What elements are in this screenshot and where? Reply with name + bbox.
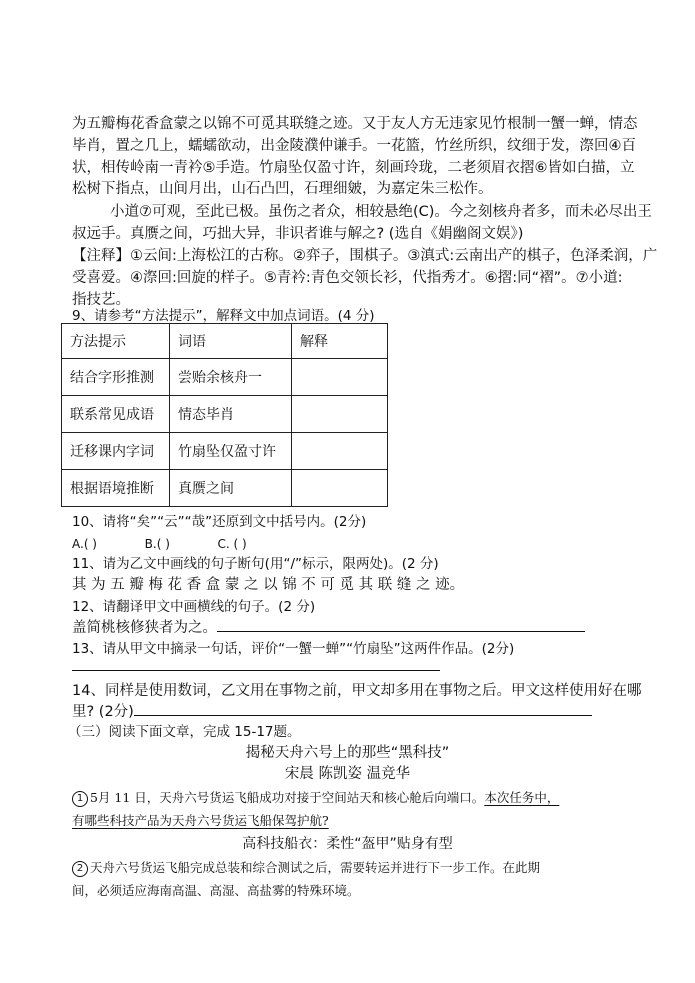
blank-c[interactable]: C. ( ): [217, 537, 247, 551]
article-para-1-line-1: [72, 787, 632, 809]
word-cell: 真赝之间: [170, 470, 292, 507]
passage-b-line-3: 状，相传岭南一青衿⑤手造。竹扇坠仅盈寸许，刻画玲珑，二老须眉衣摺⑥皆如白描，立: [72, 160, 635, 176]
section-3-heading: （三）阅读下面文章，完成 15-17题。: [68, 724, 301, 740]
question-12: 12、请翻译甲文中画横线的句子。(2 分): [72, 599, 316, 615]
answer-cell[interactable]: [292, 396, 388, 433]
header-explanation: 解释: [292, 324, 388, 359]
question-9: 9、请参考“方法提示”，解释文中加点词语。(4 分): [72, 308, 375, 324]
table-row: [62, 396, 388, 433]
method-cell: 根据语境推断: [62, 470, 170, 507]
blank-b[interactable]: B.( ): [144, 537, 170, 551]
question-13: 13、请从甲文中摘录一句话，评价“一蟹一蝉”“竹扇坠”这两件作品。(2分): [72, 641, 515, 657]
table-row: [62, 359, 388, 396]
article-para-2-line-2: 间，必须适应海南高温、高湿、高盐雾的特殊环境。: [72, 883, 360, 898]
notes-line-2: 受喜爱。④漈回:回旋的样子。⑤青衿:青色交领长衫，代指秀才。⑥摺:同“褶”。⑦小道:: [72, 270, 623, 286]
header-method: 方法提示: [62, 324, 170, 359]
question-14-line-1: 14、同样是使用数词，乙文用在事物之前，甲文却多用在事物之后。甲文这样使用好在哪: [72, 683, 642, 699]
passage-b-para2-line-1: 小道⑦可观，至此已极。虽伤之者众，相较悬绝(C)。今之刻核舟者多，而未必尽出王: [110, 204, 652, 220]
method-cell: 联系常见成语: [62, 396, 170, 433]
article-para-2-line-1: [72, 857, 632, 879]
table-header-row: [62, 324, 388, 359]
word-cell: 竹扇坠仅盈寸许: [170, 433, 292, 470]
para-1-underlined: 本次任务中，: [484, 790, 560, 805]
para-1-text: 5月 11 日，天舟六号货运飞船成功对接于空间站天和核心舱后向端口。: [90, 790, 485, 805]
question-14-text: 里? (2分): [72, 704, 134, 720]
question-10-blanks: [72, 533, 632, 555]
word-cell: 情态毕肖: [170, 396, 292, 433]
para-number-2: 2: [72, 861, 88, 877]
method-cell: 结合字形推测: [62, 359, 170, 396]
para-number-1: 1: [72, 791, 88, 807]
question-10: 10、请将“矣”“云”“哉”还原到文中括号内。(2分): [72, 514, 367, 530]
blank-a[interactable]: A.( ): [72, 537, 97, 551]
table-row: [62, 470, 388, 507]
method-table: [61, 323, 388, 507]
para-2-text: 天舟六号货运飞船完成总装和综合测试之后，需要转运并进行下一步工作。在此期: [90, 860, 541, 875]
word-cell: 尝贻余核舟一: [170, 359, 292, 396]
answer-line[interactable]: [217, 617, 585, 632]
article-subheading: 高科技船衣：柔性“盔甲”贴身有型: [242, 836, 453, 852]
question-11: 11、请为乙文中画线的句子断句(用“/”标示，限两处)。(2 分): [72, 556, 439, 572]
article-title: 揭秘天舟六号上的那些“黑科技”: [245, 745, 450, 761]
passage-b-para2-line-2: 叔远手。真赝之间，巧拙大异，非识者谁与解之? (选自《娟幽阁文娱》): [72, 226, 524, 242]
answer-line[interactable]: [134, 701, 592, 716]
article-authors: 宋晨 陈凯姿 温竞华: [284, 766, 411, 782]
notes-line-1: 【注释】①云间:上海松江的古称。②弈子，围棋子。③滇式:云南出产的棋子，色泽柔润，广: [72, 248, 658, 264]
passage-b-line-1: 为五瓣梅花香盒蒙之以锦不可觅其联缝之迹。又于友人方无违家见竹根制一蟹一蝉，情态: [72, 116, 638, 132]
table-row: [62, 433, 388, 470]
answer-line[interactable]: [72, 656, 440, 671]
answer-cell[interactable]: [292, 433, 388, 470]
article-para-1-line-2: 有哪些科技产品为天舟六号货运飞船保驾护航?: [72, 813, 329, 828]
answer-cell[interactable]: [292, 470, 388, 507]
passage-b-line-2: 毕肖，置之几上，蠕蠕欲动，出金陵濮仲谦手。一花篮，竹丝所织，纹细于发，漈回④百: [72, 138, 636, 154]
question-12-line: [72, 617, 632, 639]
method-cell: 迁移课内字词: [62, 433, 170, 470]
passage-b-line-4: 松树下指点，山间月出，山石凸凹，石理细皴，为嘉定朱三松作。: [72, 181, 493, 197]
question-11-sentence: 其 为 五 瓣 梅 花 香 盒 蒙 之 以 锦 不 可 觅 其 联 缝 之 迹。: [72, 577, 465, 593]
question-14-line-2: [72, 701, 632, 723]
answer-cell[interactable]: [292, 359, 388, 396]
question-12-sentence: 盖简桃核修狭者为之。: [72, 620, 217, 636]
notes-line-3: 指技艺。: [72, 292, 130, 308]
header-word: 词语: [170, 324, 292, 359]
question-13-answer-line: [72, 656, 632, 678]
